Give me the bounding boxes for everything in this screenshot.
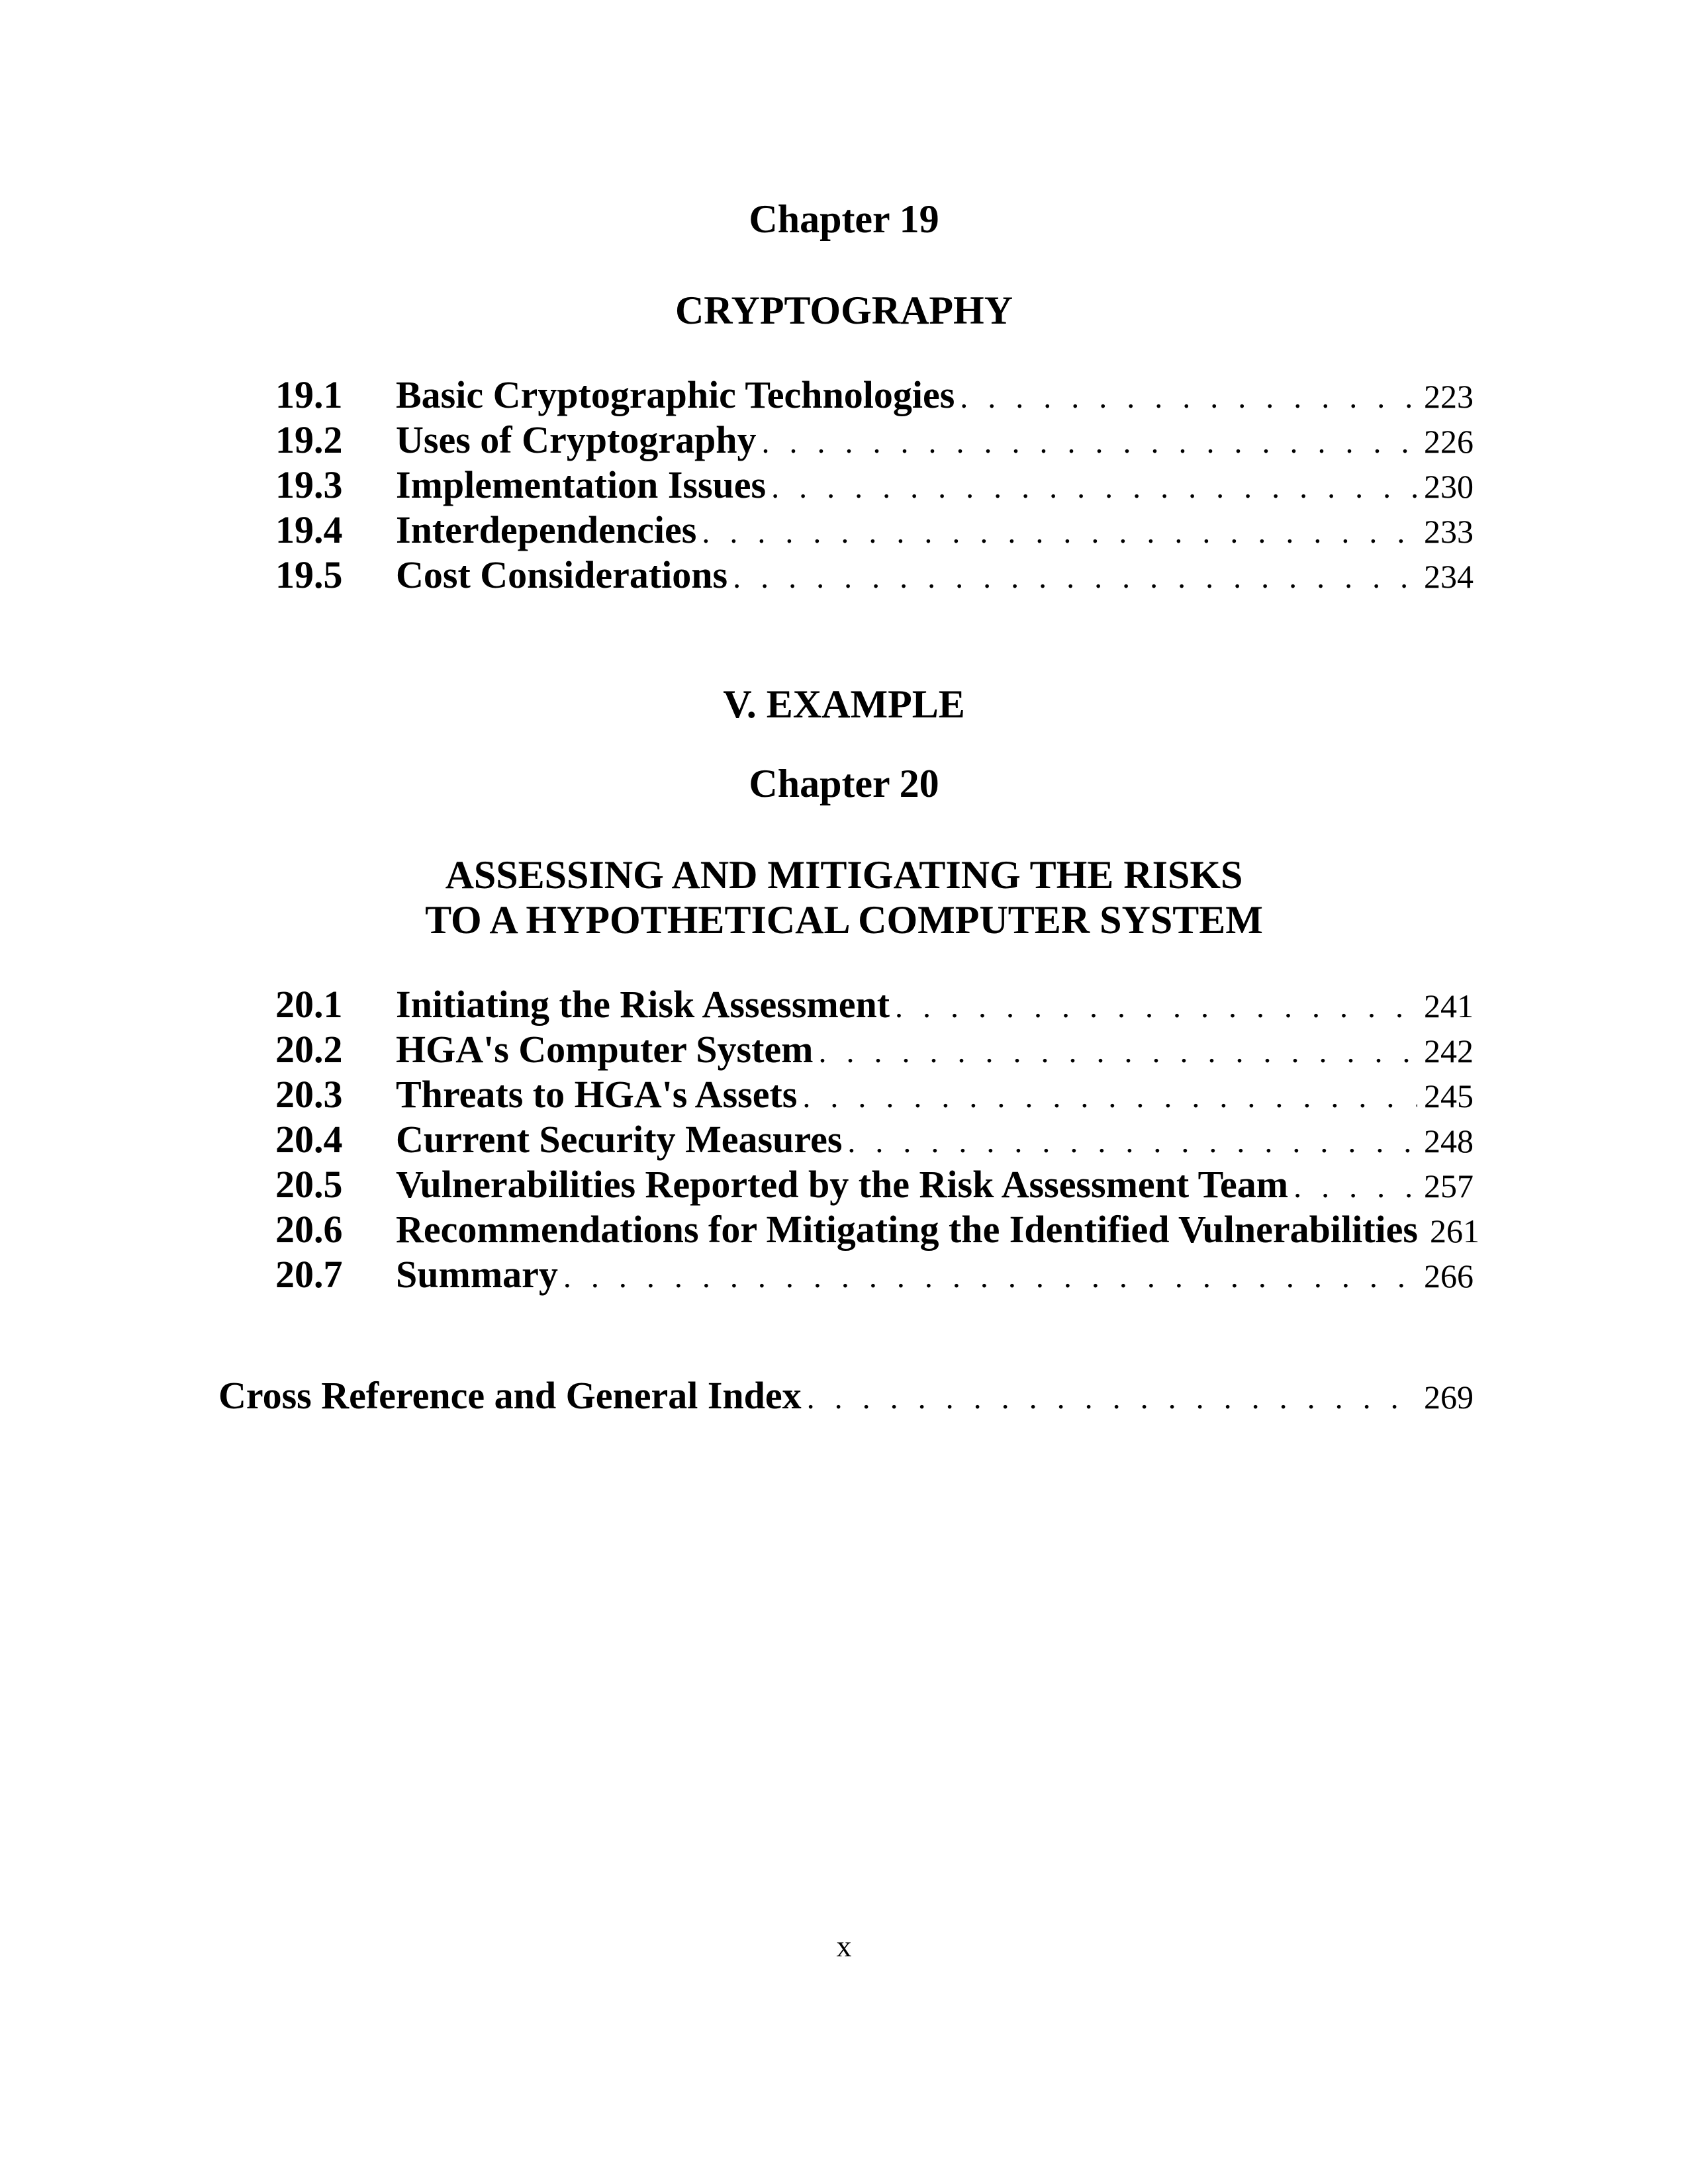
dot-leader <box>558 1255 1417 1300</box>
toc-entry-20-7[interactable] <box>275 1252 1474 1297</box>
section-number: 20.7 <box>275 1253 343 1296</box>
section-number: 19.3 <box>275 463 343 506</box>
part-v-title: V. EXAMPLE <box>723 682 965 726</box>
section-number: 19.1 <box>275 373 343 416</box>
toc-entry-20-5[interactable] <box>275 1162 1474 1207</box>
section-number: 20.5 <box>275 1163 343 1206</box>
page-number: 257 <box>1424 1167 1474 1205</box>
section-number: 20.6 <box>275 1208 343 1251</box>
dot-leader <box>802 1376 1417 1421</box>
page-number: 248 <box>1424 1122 1474 1160</box>
section-title: Summary <box>396 1253 558 1296</box>
toc-entry-19-3[interactable] <box>275 463 1474 508</box>
dot-leader <box>757 420 1417 465</box>
section-title: Current Security Measures <box>396 1118 843 1161</box>
page-number: 234 <box>1424 558 1474 595</box>
section-number: 20.2 <box>275 1028 343 1071</box>
dot-leader <box>842 1120 1417 1165</box>
dot-leader <box>813 1030 1417 1075</box>
dot-leader <box>696 510 1417 555</box>
section-number: 20.1 <box>275 983 343 1026</box>
toc-entry-19-4[interactable] <box>275 508 1474 553</box>
dot-leader <box>766 465 1417 510</box>
page-number: 242 <box>1424 1032 1474 1069</box>
toc-entry-19-2[interactable] <box>275 418 1474 463</box>
page-folio: x <box>836 1929 852 1963</box>
chapter-19-label: Chapter 19 <box>749 197 939 241</box>
toc-entry-20-4[interactable] <box>275 1117 1474 1162</box>
toc-entry-20-2[interactable] <box>275 1027 1474 1072</box>
toc-entry-index[interactable] <box>218 1373 1474 1418</box>
toc-entry-19-1[interactable] <box>275 373 1474 418</box>
section-title: Interdependencies <box>396 508 697 551</box>
page-number: 233 <box>1424 513 1474 550</box>
page-number: 226 <box>1424 423 1474 460</box>
toc-entry-20-6[interactable] <box>275 1207 1479 1252</box>
index-title: Cross Reference and General Index <box>218 1374 802 1417</box>
section-title: Cost Considerations <box>396 553 728 596</box>
section-title: Implementation Issues <box>396 463 767 506</box>
page-number: 269 <box>1424 1379 1474 1416</box>
section-number: 19.2 <box>275 418 343 461</box>
page-number: 223 <box>1424 378 1474 415</box>
page-number: 245 <box>1424 1077 1474 1115</box>
section-title: Recommendations for Mitigating the Identified Vulnerabilities <box>396 1208 1418 1251</box>
section-title: Basic Cryptographic Technologies <box>396 373 955 416</box>
chapter-20-title-line-1: ASSESSING AND MITIGATING THE RISKS <box>445 853 1243 897</box>
section-number: 19.5 <box>275 553 343 596</box>
section-number: 20.3 <box>275 1073 343 1116</box>
dot-leader <box>727 555 1417 600</box>
dot-leader <box>1418 1210 1423 1255</box>
page-number: 261 <box>1429 1212 1479 1250</box>
section-title: Vulnerabilities Reported by the Risk Assessment Team <box>396 1163 1289 1206</box>
dot-leader <box>797 1075 1417 1120</box>
page-number: 266 <box>1424 1257 1474 1295</box>
section-title: HGA's Computer System <box>396 1028 814 1071</box>
section-number: 19.4 <box>275 508 343 551</box>
chapter-20-label: Chapter 20 <box>749 762 939 805</box>
section-title: Threats to HGA's Assets <box>396 1073 798 1116</box>
chapter-19-title: CRYPTOGRAPHY <box>675 289 1013 332</box>
dot-leader <box>1288 1165 1417 1210</box>
page-number: 230 <box>1424 468 1474 505</box>
toc-entry-19-5[interactable] <box>275 553 1474 598</box>
section-title: Initiating the Risk Assessment <box>396 983 890 1026</box>
page-number: 241 <box>1424 987 1474 1024</box>
section-number: 20.4 <box>275 1118 343 1161</box>
section-title: Uses of Cryptography <box>396 418 757 461</box>
dot-leader <box>955 375 1417 420</box>
dot-leader <box>890 985 1417 1030</box>
toc-entry-20-1[interactable] <box>275 982 1474 1027</box>
chapter-20-title-line-2: TO A HYPOTHETICAL COMPUTER SYSTEM <box>425 898 1263 942</box>
toc-entry-20-3[interactable] <box>275 1072 1474 1117</box>
